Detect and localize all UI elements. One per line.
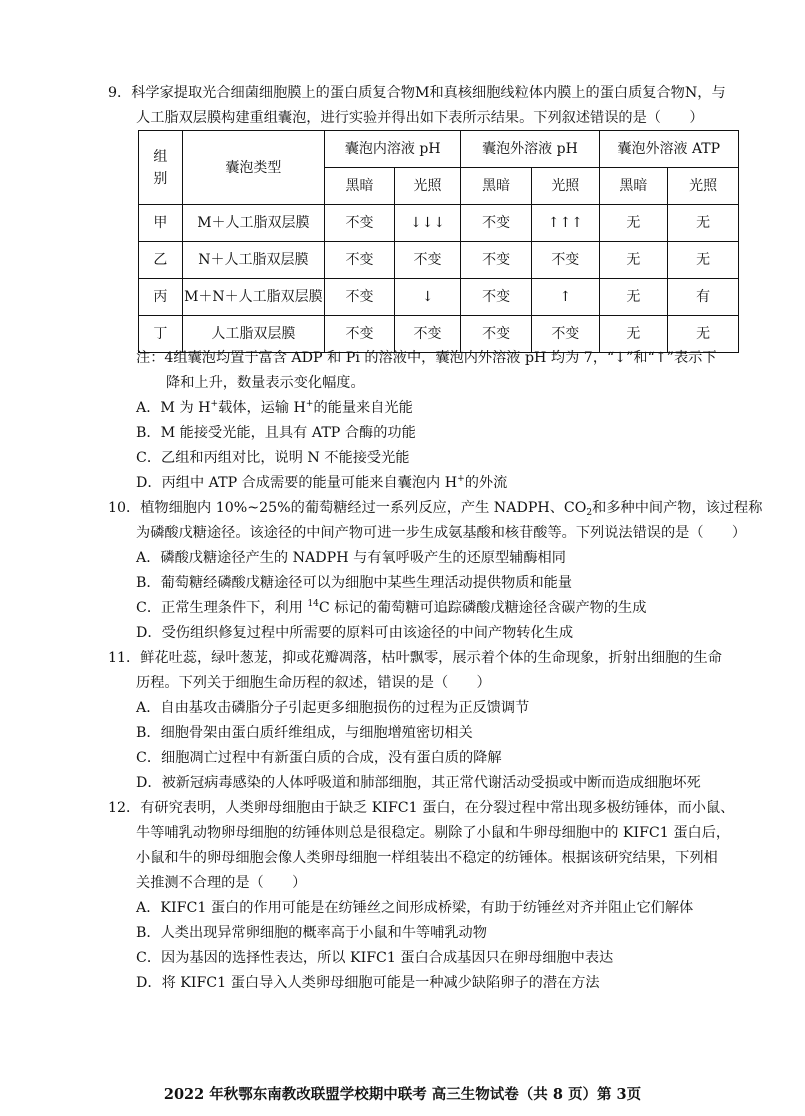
table-cell: 无 [668, 205, 739, 242]
q10-option-d: D．受伤组织修复过程中所需要的原料可由该途径的中间产物转化生成 [136, 625, 574, 641]
q11-option-b: B．细胞骨架由蛋白质纤维组成，与细胞增殖密切相关 [136, 725, 473, 741]
q10-option-c: C．正常生理条件下，利用 $^{14}$C 标记的葡萄糖可追踪磷酸戊糖途径含碳产物的生成 [136, 599, 647, 616]
q11-option-a: A．自由基攻击磷脂分子引起更多细胞损伤的过程为正反馈调节 [136, 700, 530, 716]
table-cell: 不变 [461, 316, 532, 353]
q12-option-b: B．人类出现异常卵细胞的概率高于小鼠和牛等哺乳动物 [136, 925, 487, 941]
table-subheader: 黑暗 [599, 168, 668, 205]
table-cell: 无 [599, 205, 668, 242]
table-subheader: 光照 [668, 168, 739, 205]
table-header-outer-ph: 囊泡外溶液 pH [461, 131, 599, 168]
table-cell: ↓↓↓ [394, 205, 461, 242]
table-cell: 不变 [394, 242, 461, 279]
table-cell: ↑ [532, 279, 600, 316]
table-cell: 不变 [325, 279, 395, 316]
page-footer: 2022 年秋鄂东南教改联盟学校期中联考 高三生物试卷（共 8 页）第 3页 [163, 1086, 642, 1103]
q12-stem-line4: 关推测不合理的是（ ） [136, 875, 307, 891]
table-row [139, 242, 739, 279]
table-cell: 不变 [461, 205, 532, 242]
table-cell: 不变 [325, 205, 395, 242]
table-cell: 不变 [532, 316, 600, 353]
table-cell-group: 乙 [139, 242, 183, 279]
table-cell-type: N＋人工脂双层膜 [182, 242, 324, 279]
q9-option-b: B．M 能接受光能，且具有 ATP 合酶的功能 [136, 425, 416, 441]
table-cell: 不变 [394, 316, 461, 353]
table-row [139, 316, 739, 353]
q10-option-a: A．磷酸戊糖途径产生的 NADPH 与有氧呼吸产生的还原型辅酶相同 [136, 550, 566, 566]
q9-stem-line1: 9．科学家提取光合细菌细胞膜上的蛋白质复合物M和真核细胞线粒体内膜上的蛋白质复合物N，与 [108, 85, 726, 101]
table-cell-type: M＋人工脂双层膜 [182, 205, 324, 242]
table-cell: ↑↑↑ [532, 205, 600, 242]
q12-option-a: A．KIFC1 蛋白的作用可能是在纺锤丝之间形成桥梁，有助于纺锤丝对齐并阻止它们解体 [136, 900, 694, 916]
table-subheader: 光照 [532, 168, 600, 205]
table-cell-group: 丙 [139, 279, 183, 316]
q11-option-d: D．被新冠病毒感染的人体呼吸道和肺部细胞，其正常代谢活动受损或中断而造成细胞坏死 [136, 775, 701, 791]
table-cell: 不变 [461, 279, 532, 316]
table-header-outer-atp: 囊泡外溶液 ATP [599, 131, 738, 168]
q11-option-c: C．细胞凋亡过程中有新蛋白质的合成，没有蛋白质的降解 [136, 750, 502, 766]
table-header-inner-ph: 囊泡内溶液 pH [325, 131, 461, 168]
q12-option-c: C．因为基因的选择性表达，所以 KIFC1 蛋白合成基因只在卵母细胞中表达 [136, 950, 614, 966]
q10-stem-line1: 10．植物细胞内 10%~25%的葡萄糖经过一系列反应，产生 NADPH、$CO_2$和多种中间产物，该过程称 [108, 500, 763, 518]
table-cell-group: 丁 [139, 316, 183, 353]
table-subheader: 黑暗 [325, 168, 395, 205]
table-cell: 有 [668, 279, 739, 316]
table-subheader: 黑暗 [461, 168, 532, 205]
table-cell: 无 [668, 316, 739, 353]
q9-note-line2: 降和上升，数量表示变化幅度。 [166, 375, 365, 391]
q11-stem-line1: 11．鲜花吐蕊，绿叶葱茏，抑或花瓣凋落，枯叶飘零，展示着个体的生命现象，折射出细胞的生命 [108, 650, 722, 666]
q10-option-b: B．葡萄糖经磷酸戊糖途径可以为细胞中某些生理活动提供物质和能量 [136, 575, 573, 591]
table-cell: 无 [599, 316, 668, 353]
q12-stem-line1: 12．有研究表明，人类卵母细胞由于缺乏 KIFC1 蛋白，在分裂过程中常出现多极纺锤体，而小鼠、 [108, 800, 735, 816]
q9-results-table [138, 130, 739, 353]
table-cell-group: 甲 [139, 205, 183, 242]
q12-option-d: D．将 KIFC1 蛋白导入人类卵母细胞可能是一种减少缺陷卵子的潜在方法 [136, 975, 600, 991]
table-cell: 无 [668, 242, 739, 279]
table-cell: ↓ [394, 279, 461, 316]
table-cell: 不变 [325, 316, 395, 353]
q10-stem-line2: 为磷酸戊糖途径。该途径的中间产物可进一步生成氨基酸和核苷酸等。下列说法错误的是（ ） [136, 525, 747, 541]
q9-option-d: D．丙组中 ATP 合成需要的能量可能来自囊泡内 H+的外流 [136, 474, 508, 491]
table-cell: 不变 [461, 242, 532, 279]
q12-stem-line3: 小鼠和牛的卵母细胞会像人类卵母细胞一样组装出不稳定的纺锤体。根据该研究结果，下列相 [136, 850, 718, 866]
table-cell: 不变 [532, 242, 600, 279]
table-cell-type: M＋N＋人工脂双层膜 [182, 279, 324, 316]
table-cell: 无 [599, 242, 668, 279]
table-header-type: 囊泡类型 [182, 131, 324, 205]
q11-stem-line2: 历程。下列关于细胞生命历程的叙述，错误的是（ ） [136, 675, 491, 691]
q9-option-c: C．乙组和丙组对比，说明 N 不能接受光能 [136, 450, 410, 466]
table-subheader: 光照 [394, 168, 461, 205]
q9-note-line1: 注：4组囊泡均置于富含 ADP 和 Pi 的溶液中，囊泡内外溶液 pH 均为 7，“↓”和“↑”表示下 [136, 350, 717, 366]
table-cell: 不变 [325, 242, 395, 279]
table-header-group: 组别 [139, 131, 183, 205]
table-cell-type: 人工脂双层膜 [182, 316, 324, 353]
q12-stem-line2: 牛等哺乳动物卵母细胞的纺锤体则总是很稳定。剔除了小鼠和牛卵母细胞中的 KIFC1 蛋白后， [136, 825, 731, 841]
q9-stem-line2: 人工脂双层膜构建重组囊泡，进行实验并得出如下表所示结果。下列叙述错误的是（ ） [136, 110, 704, 126]
table-row [139, 205, 739, 242]
q9-option-a: A．M 为 H+载体，运输 H+的能量来自光能 [136, 399, 413, 416]
table-row [139, 279, 739, 316]
table-cell: 无 [599, 279, 668, 316]
